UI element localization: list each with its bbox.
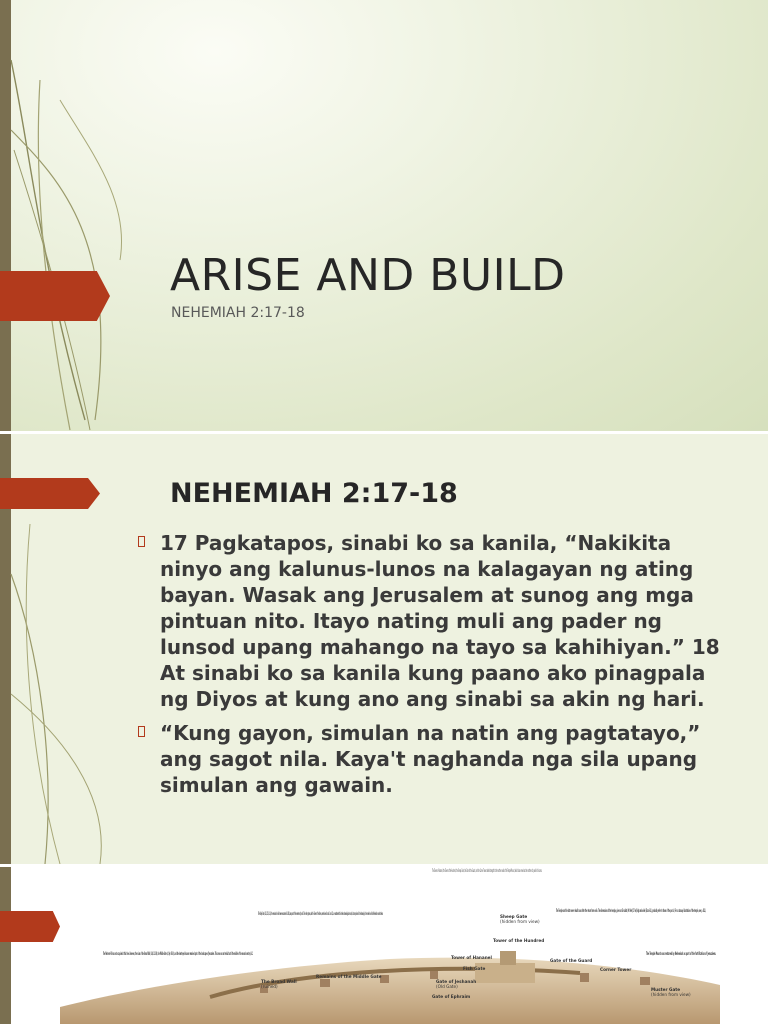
- label-middle-gate: Remains of the Middle Gate: [316, 974, 382, 979]
- scripture-list: [138, 530, 738, 806]
- label-gate-of-guard: Gate of the Guard: [550, 958, 593, 963]
- label-corner-tower: Corner Tower: [600, 967, 632, 972]
- label-valley-gate: The Valley Gate (2:13, 15; 3:13), the remains of which were excavated in 1924, was part of the western city wall. The other gates, and the Tower of the Ovens, mentioned in chs. 3 and 12, are unattested to in the archaeological record, but are placed in the drawing in the order in which Nehemiah records them.: [258, 911, 384, 916]
- scripture-slide: [0, 434, 768, 864]
- label-temple-mount: The Temple Mount was restored by Nehemiah as part of the fortification of Jerusalem.: [646, 951, 717, 956]
- label-western-hill: The Western Hill was not occupied at this time. However, the ruins of the Broad Wall (3:8; 12:38), the Middle Gate (cf. Jer 39:3), and the destroyed houses remained part of the landscape of Jerusalem. This area was not rebuilt until the middle of the second century B.C.: [103, 951, 254, 956]
- verse-text: “Kung gayon, simulan na natin ang pagtatayo,” ang sagot nila. Kaya't naghanda nga sila upang simulan ang gawain.: [160, 721, 701, 797]
- label-fish-gate: Fish Gate: [463, 966, 486, 971]
- scripture-heading: NEHEMIAH 2:17-18: [170, 478, 458, 509]
- heading-arrow-marker: [0, 478, 100, 509]
- jerusalem-map-illustration: [60, 867, 720, 1024]
- label-broad-wall-note: (ruined): [261, 984, 278, 989]
- label-temple-note: The Temple and the altar were rebuilt soon after the return from exile. The dimensions of the temple, given as 60 cubits (90 feet [27 m] high and wide) (Ezra 6:3), probably refer to those of the porch. (For a cutaway illustration of the temple, see p. 811.): [556, 908, 707, 913]
- label-towers-note: The Tower of Hananel, the Tower of the Hundred, the Sheep Gate, the Gate of the Guard, and the Corner Tower added strength to the northern wall of the Temple Mount, which also served as the northern city wall in this area.: [431, 868, 542, 873]
- decorative-vines: [0, 0, 140, 431]
- map-arrow-marker: [0, 911, 60, 942]
- label-gate-ephraim: Gate of Ephraim: [432, 994, 471, 999]
- label-muster-gate-note: (hidden from view): [651, 992, 691, 997]
- bullet-icon: [138, 726, 145, 737]
- label-gate-jeshanah: Gate of Jeshanah: [436, 979, 477, 984]
- label-sheep-gate-note: (hidden from view): [500, 919, 540, 924]
- slide-title: ARISE AND BUILD: [170, 250, 566, 301]
- sidebar-strip: [0, 867, 11, 1024]
- map-slide: [0, 867, 768, 1024]
- label-tower-hananel: Tower of Hananel: [451, 955, 492, 960]
- title-arrow-marker: [0, 271, 110, 321]
- verse-text: 17 Pagkatapos, sinabi ko sa kanila, “Nakikita ninyo ang kalunus-lunos na kalagayan ng ating bayan. Wasak ang Jerusalem at sunog ang mga pintuan nito. Itayo nating muli ang pader ng lunsod upang mahango na tayo sa kahihiyan.” 18 At sinabi ko sa kanila kung paano ako pinagpala ng Diyos at kung ano ang sinabi sa akin ng hari.: [160, 531, 720, 711]
- label-gate-jeshanah-note: (Old Gate): [436, 984, 458, 989]
- slide-subtitle: NEHEMIAH 2:17-18: [171, 305, 305, 321]
- label-broad-wall: The Broad Wall: [261, 979, 297, 984]
- label-tower-hundred: Tower of the Hundred: [493, 938, 545, 943]
- title-slide: [0, 0, 768, 431]
- bullet-icon: [138, 536, 145, 547]
- scripture-verse-18: [138, 720, 738, 798]
- scripture-verse-17: [138, 530, 738, 712]
- label-sheep-gate: Sheep Gate: [500, 914, 528, 919]
- label-muster-gate: Muster Gate: [651, 987, 681, 992]
